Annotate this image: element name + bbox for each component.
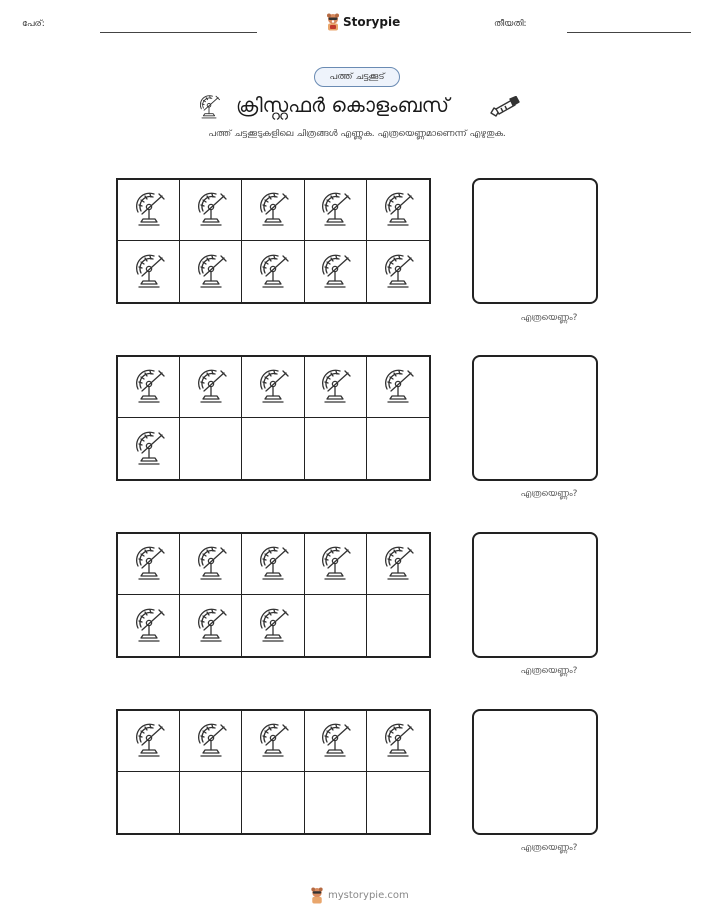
ten-frame-cell [118,418,180,479]
ten-frame-cell [367,534,429,595]
answer-box[interactable] [472,532,598,658]
ten-frame [116,178,431,304]
name-label: പേര്: [22,19,45,29]
count-prompt: എത്രയെണ്ണം? [520,313,578,323]
ten-frame-cell [305,180,367,241]
count-prompt: എത്രയെണ്ണം? [520,489,578,499]
ten-frame-cell [305,595,367,656]
ten-frame-cell [367,711,429,772]
ten-frame-cell [118,534,180,595]
ten-frame-cell [180,595,242,656]
brand-logo [326,12,400,32]
count-prompt: എത്രയെണ്ണം? [520,666,578,676]
astrolabe-icon [256,188,290,232]
astrolabe-icon [132,427,166,471]
ten-frame-cell [180,180,242,241]
footer-url[interactable]: mystorypie.com [328,889,409,901]
ten-frame [116,355,431,481]
astrolabe-icon [132,542,166,586]
ten-frame-cell [367,418,429,479]
ten-frame-cell [242,711,304,772]
date-label: തീയതി: [494,19,527,29]
ten-frame-cell [242,241,304,302]
title-row [0,90,714,122]
astrolabe-icon [194,365,228,409]
answer-box[interactable] [472,178,598,304]
mascot-icon [310,887,324,904]
astrolabe-icon [381,365,415,409]
instructions-text: പത്ത് ചട്ടക്കൂടുകളിലെ ചിത്രങ്ങൾ എണ്ണുക. എത്രയെണ്ണമാണെന്ന് എഴുതുക. [208,129,506,139]
ten-frame-cell [118,180,180,241]
ten-frame-cell [242,357,304,418]
astrolabe-icon [194,719,228,763]
astrolabe-icon [318,188,352,232]
ten-frame-cell [242,180,304,241]
worksheet-header [0,0,714,50]
ten-frame-cell [367,241,429,302]
ten-frame-cell [305,357,367,418]
astrolabe-icon [256,250,290,294]
mascot-icon [326,13,340,31]
answer-box[interactable] [472,355,598,481]
astrolabe-icon [194,542,228,586]
ten-frame-cell [118,711,180,772]
astrolabe-icon [194,188,228,232]
ten-frame-cell [180,241,242,302]
astrolabe-icon [132,719,166,763]
ten-frame-cell [180,772,242,833]
astrolabe-icon [132,188,166,232]
astrolabe-icon [256,604,290,648]
astrolabe-icon [256,542,290,586]
name-field[interactable] [100,32,257,33]
astrolabe-icon [196,92,222,120]
astrolabe-icon [381,719,415,763]
ten-frame-cell [305,241,367,302]
ten-frame-cell [367,772,429,833]
ten-frame-cell [305,418,367,479]
astrolabe-icon [132,604,166,648]
ten-frame-cell [118,772,180,833]
astrolabe-icon [132,365,166,409]
answer-box[interactable] [472,709,598,835]
ten-frame-cell [180,711,242,772]
ten-frame-cell [242,534,304,595]
count-prompt: എത്രയെണ്ണം? [520,843,578,853]
astrolabe-icon [256,719,290,763]
astrolabe-icon [256,365,290,409]
footer [310,886,409,904]
ten-frame-cell [242,772,304,833]
astrolabe-icon [318,542,352,586]
astrolabe-icon [318,719,352,763]
astrolabe-icon [381,188,415,232]
worksheet-type-badge: പത്ത് ചട്ടക്കൂട് [314,67,400,87]
astrolabe-icon [381,542,415,586]
astrolabe-icon [194,250,228,294]
ten-frame-cell [367,595,429,656]
ten-frame-cell [180,418,242,479]
telescope-icon [488,96,520,118]
worksheet-title: ക്രിസ്റ്റഫർ കൊളംബസ് [236,93,450,117]
ten-frame-cell [118,595,180,656]
astrolabe-icon [381,250,415,294]
ten-frame-cell [242,418,304,479]
ten-frame-cell [118,357,180,418]
astrolabe-icon [132,250,166,294]
ten-frame-cell [242,595,304,656]
ten-frame-cell [305,534,367,595]
ten-frame-cell [367,357,429,418]
brand-name: Storypie [343,15,401,29]
astrolabe-icon [194,604,228,648]
ten-frame-cell [118,241,180,302]
astrolabe-icon [318,365,352,409]
ten-frame [116,709,431,835]
ten-frame-cell [305,772,367,833]
ten-frame-cell [305,711,367,772]
ten-frame-cell [180,357,242,418]
ten-frame [116,532,431,658]
ten-frame-cell [180,534,242,595]
astrolabe-icon [318,250,352,294]
ten-frame-cell [367,180,429,241]
date-field[interactable] [567,32,691,33]
